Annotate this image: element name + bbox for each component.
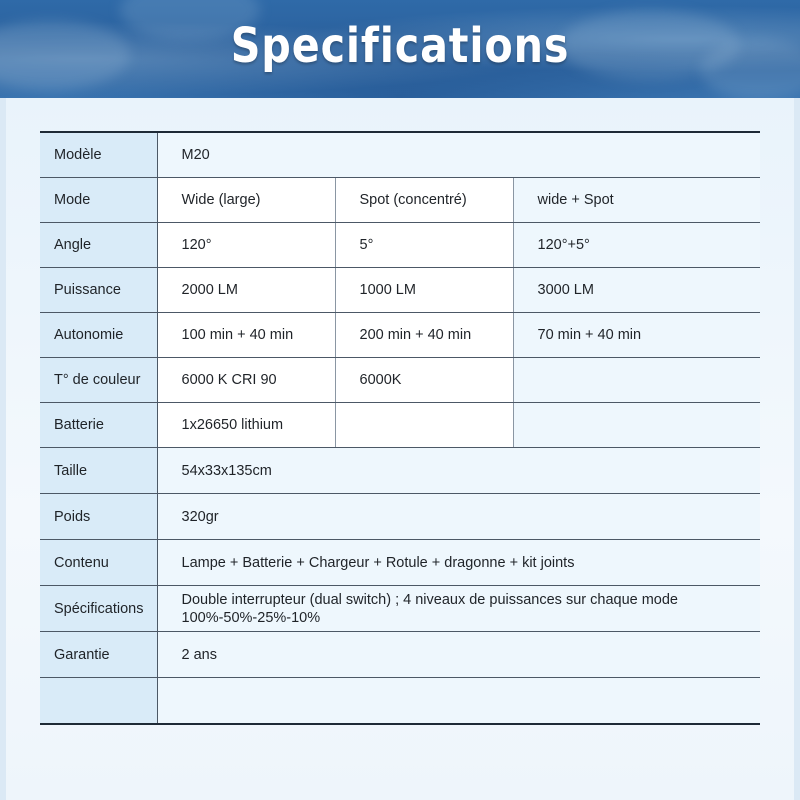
table-cell: 3000 LM (513, 268, 760, 313)
table-row-size (40, 448, 760, 494)
table-cell (513, 403, 760, 448)
table-row-color-temperature (40, 358, 760, 403)
table-cell: 2 ans (157, 632, 760, 678)
table-row-model (40, 132, 760, 178)
table-row-power (40, 268, 760, 313)
table-cell: wide + Spot (513, 178, 760, 223)
table-cell: 1000 LM (335, 268, 513, 313)
table-row-weight (40, 494, 760, 540)
table-cell: 100 min + 40 min (157, 313, 335, 358)
table-cell: M20 (157, 132, 760, 178)
table-cell: 2000 LM (157, 268, 335, 313)
header-banner (0, 0, 800, 98)
table-cell: Lampe + Batterie + Chargeur + Rotule + dragonne + kit joints (157, 540, 760, 586)
table-row-runtime (40, 313, 760, 358)
table-cell: 1x26650 lithium (157, 403, 335, 448)
table-row-angle (40, 223, 760, 268)
row-label: Poids (40, 494, 157, 540)
table-row-specifications (40, 586, 760, 632)
row-label (40, 678, 157, 725)
table-cell: 320gr (157, 494, 760, 540)
row-label: T° de couleur (40, 358, 157, 403)
table-cell (335, 403, 513, 448)
table-cell: 6000K (335, 358, 513, 403)
row-label: Autonomie (40, 313, 157, 358)
table-cell: 120° (157, 223, 335, 268)
table-row-warranty (40, 632, 760, 678)
spec-table (40, 131, 760, 725)
table-cell (157, 678, 760, 725)
row-label: Taille (40, 448, 157, 494)
row-label: Contenu (40, 540, 157, 586)
table-cell: 54x33x135cm (157, 448, 760, 494)
table-row-mode (40, 178, 760, 223)
table-cell: 6000 K CRI 90 (157, 358, 335, 403)
table-cell: Wide (large) (157, 178, 335, 223)
row-label: Angle (40, 223, 157, 268)
row-label: Garantie (40, 632, 157, 678)
row-label: Modèle (40, 132, 157, 178)
row-label: Batterie (40, 403, 157, 448)
table-row-battery (40, 403, 760, 448)
table-cell (513, 358, 760, 403)
table-row-contents (40, 540, 760, 586)
table-row-empty (40, 678, 760, 725)
row-label: Mode (40, 178, 157, 223)
table-cell: Spot (concentré) (335, 178, 513, 223)
table-cell: 70 min + 40 min (513, 313, 760, 358)
table-cell: 5° (335, 223, 513, 268)
table-cell: 200 min + 40 min (335, 313, 513, 358)
table-cell: Double interrupteur (dual switch) ; 4 niveaux de puissances sur chaque mode 100%-50%-25%-10% (157, 586, 760, 632)
row-label: Spécifications (40, 586, 157, 632)
page-title: Specifications (230, 18, 570, 74)
row-label: Puissance (40, 268, 157, 313)
table-cell: 120°+5° (513, 223, 760, 268)
